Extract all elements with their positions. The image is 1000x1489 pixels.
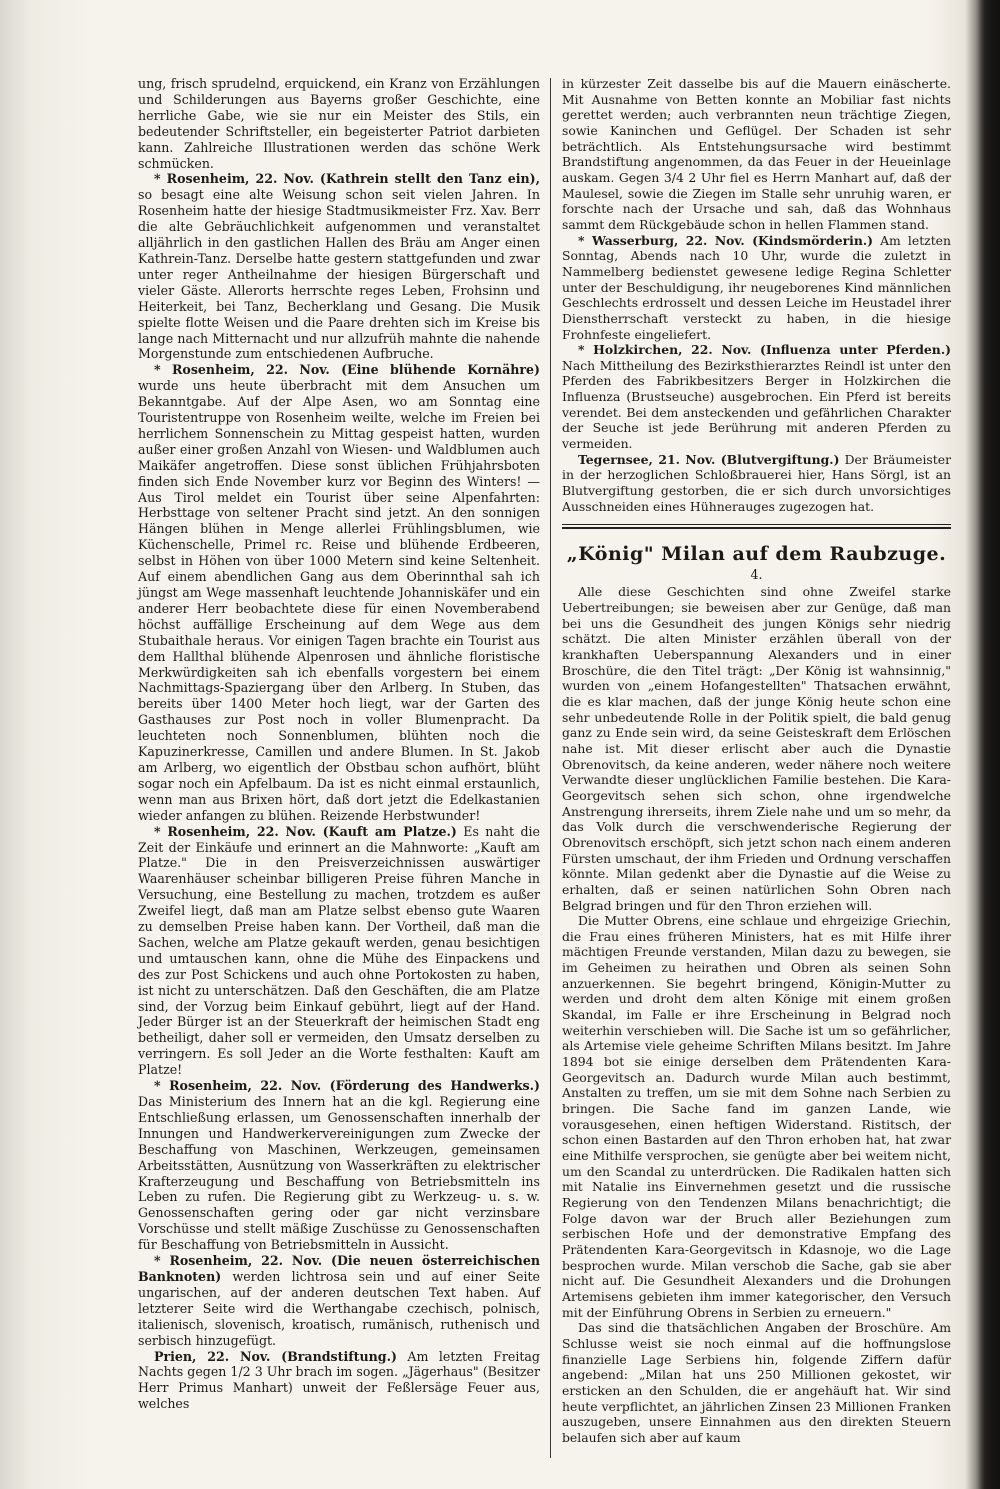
news-headline: * Holzkirchen, 22. Nov. (Influenza unter Pferden.) bbox=[578, 342, 951, 358]
news-text: Nach Mittheilung des Bezirksthierarztes Reindl ist unter den Pferden des Fabrikbesitzers Berger in Holzkirchen die Influenza (Brustseuche) ausgebrochen. Ein Pferd ist bereits verendet. Bei dem ansteckenden und gefährlichen Charakter der Seuche ist jede Berührung mit anderen Pferden zu vermeiden. bbox=[562, 357, 951, 452]
news-text: ung, frisch sprudelnd, erquickend, ein Kranz von Erzählungen und Schilderungen aus Bayerns großer Geschichte, eine herrliche Gabe, wie sie nur ein Meister des Stils, ein bedeutender Schriftsteller, ein begeisterter Patriot darbieten kann. Zahlreiche Illustrationen werden das schöne Werk schmücken. bbox=[138, 76, 540, 171]
news-headline: Prien, 22. Nov. (Brandstiftung.) bbox=[154, 1348, 397, 1364]
news-item-r0 bbox=[562, 76, 951, 233]
news-text: wurde uns heute überbracht mit dem Ansuchen um Bekanntgabe. Auf der Alpe Asen, wo am Sonntag eine Touristentruppe von Rosenheim weilte, welche im Freien bei herrlichem Sonnenschein zu Mittag gespeist hatten, wurden außer einer großen Anzahl von Wiesen- und Waldblumen auch Maikäfer angetroffen. Diese sonst üblichen Frühjahrsboten finden sich Ende November kurz vor Beginn des Winters! — Aus Tirol meldet ein Tourist über seine Alpenfahrten: Herbsttage von seltener Pracht sind jetzt. An den sonnigen Hängen blühen in Menge allerlei Frühlingsblumen, wie Küchenschelle, Primel rc. Reise und blühende Erdbeeren, selbst in Höhen von über 1000 Metern sind keine Seltenheit. Auf einem abendlichen Gang aus dem Oberinnthal sah ich jüngst am Wege massenhaft leuchtende Johanniskäfer und ein anderer Herr beobachtete diese für einen Novemberabend höchst auffällige Erscheinung auf dem Wege aus dem Stubaithale heraus. Vor einigen Tagen brachte ein Tourist aus dem Hallthal blühende Alpenrosen und ähnliche floristische Merkwürdigkeiten sah ich ebenfalls vorgestern bei einem Nachmittags-Spaziergang über den Arlberg. In Stuben, das bereits über 1400 Meter hoch liegt, war der Garten des Gasthauses zur Post noch in voller Blumenpracht. Da leuchteten noch Sonnenblumen, blühten noch die Kapuzinerkresse, Camillen und andere Blumen. In St. Jakob am Arlberg, wo eigentlich der Obstbau schon aufhört, blüht sogar noch ein Apfelbaum. Da ist es nicht einmal erstaunlich, wenn man aus Brixen hört, daß dort jetzt die Edelkastanien wieder anfangen zu blühen. Reizende Herbstwunder! bbox=[138, 378, 540, 823]
news-item-2 bbox=[138, 362, 540, 823]
right-column bbox=[562, 76, 951, 1445]
news-item-5 bbox=[138, 1253, 540, 1348]
news-headline: * Wasserburg, 22. Nov. (Kindsmörderin.) bbox=[578, 232, 874, 248]
news-item-r1 bbox=[562, 233, 951, 343]
news-text: Am letzten Sonntag, Abends nach 10 Uhr, wurde die zuletzt in Nammelberg bedienstet gewesene ledige Regina Schletter unter der Beschuldigung, ihr neugeborenes Kind männlichen Geschlechts erdrosselt und dessen Leiche im Heustadel ihrer Dienstherrschaft versteckt zu haben, in die hiesige Frohnfeste eingeliefert. bbox=[562, 232, 951, 342]
article-paragraph: Das sind die thatsächlichen Angaben der Broschüre. Am Schlusse weist sie noch einmal auf die hoffnungslose finanzielle Lage Serbiens hin, folgende Ziffern dafür angebend: „Milan hat uns 250 Millionen gekostet, wir ersticken an den Schulden, die er angehäuft hat. Wir sind heute verpflichtet, an jährlichen Zinsen 23 Millionen Franken auszugeben, unsere Einnahmen aus den direkten Steuern belaufen sich aber auf kaum bbox=[562, 1320, 951, 1445]
section-divider bbox=[562, 524, 951, 529]
news-item-r2 bbox=[562, 342, 951, 452]
scan-edge-shadow bbox=[978, 0, 1000, 1489]
news-text: so besagt eine alte Weisung schon seit vielen Jahren. In Rosenheim hatte der hiesige Stadtmusikmeister Frz. Xav. Berr die alte Gebräuchlichkeit aufgenommen und veranstaltet alljährlich in den gastlichen Hallen des Bräu am Anger einen Kathrein-Tanz. Derselbe hatte gestern stattgefunden und zwar unter reger Antheilnahme der hiesigen Bürgerschaft und vieler Gäste. Allerorts herrschte reges Leben, Frohsinn und Heiterkeit, bei Tanz, Becherklang und Gesang. Die Musik spielte flotte Weisen und die Paare drehten sich im Kreise bis lange nach Mitternacht und nur allzufrüh mahnte die nahende Morgenstunde zum entschiedenen Aufbruche. bbox=[138, 187, 540, 362]
news-headline: Tegernsee, 21. Nov. (Blutvergiftung.) bbox=[578, 451, 840, 467]
column-divider bbox=[550, 78, 551, 1458]
news-item-6 bbox=[138, 1349, 540, 1413]
news-item-3 bbox=[138, 824, 540, 1079]
news-headline: * Rosenheim, 22. Nov. (Die neuen österreichischen Banknoten) bbox=[138, 1253, 540, 1284]
news-text: in kürzester Zeit dasselbe bis auf die Mauern einäscherte. Mit Ausnahme von Betten konnte an Mobiliar fast nichts gerettet werden; auch verbrannten neun trächtige Ziegen, sowie Kaninchen und Geflügel. Der Schaden ist sehr beträchtlich. Als Entstehungsursache wird bestimmt Brandstiftung angenommen, da das Feuer in der Heueinlage auskam. Gegen 3/4 2 Uhr fiel es Herrn Manhart auf, daß der Maulesel, sowie die Ziegen im Stalle sehr unruhig waren, er forschte nach der Ursache und sah, daß das Wohnhaus sammt dem Rückgebäude schon in hellen Flammen stand. bbox=[562, 76, 951, 232]
article-paragraph: Alle diese Geschichten sind ohne Zweifel starke Uebertreibungen; sie beweisen aber zur Genüge, daß man bei uns die Gesundheit des jungen Königs sehr niedrig schätzt. Die alten Minister erzählen überall von der krankhaften Ueberspannung Alexanders und in einer Broschüre, die den Titel trägt: „Der König ist wahnsinnig," wurden von „einem Hofangestellten" Thatsachen erwähnt, die es klar machen, daß der junge König heute schon eine sehr unbedeutende Rolle in der Politik spielt, die bald genug ganz zu Ende sein wird, da seine Geisteskraft dem Erlöschen nahe ist. Mit dieser erlischt aber auch die Dynastie Obrenovitsch, da keine anderen, weder nähere noch weitere Verwandte dieser unglücklichen Familie bestehen. Die Kara-Georgevitsch sehen sich schon, ohne irgendwelche Anstrengung ihrerseits, ihrem Ziele nahe und um so mehr, da das Volk durch die verschwenderische Regierung der Obrenovitsch erschöpft, sich jetzt schon nach einem anderen Fürsten umschaut, der ihm Frieden und Ordnung verschaffen könnte. Milan gedenkt aber die Dynastie auf die Weise zu erhalten, daß er seinen natürlichen Sohn Obren nach Belgrad bringen und für den Thron erziehen will. bbox=[562, 584, 951, 913]
news-headline: * Rosenheim, 22. Nov. (Förderung des Handwerks.) bbox=[154, 1078, 540, 1094]
news-text: Das Ministerium des Innern hat an die kgl. Regierung eine Entschließung erlassen, um Genossenschaften innerhalb der Innungen und Handwerkervereinigungen zum Zwecke der Beschaffung von Maschinen, Werkzeugen, gemeinsamen Arbeitsstätten, Ausnützung von Wasserkräften zu elektrischer Krafterzeugung und Beschaffung von Betriebsmitteln ins Leben zu rufen. Die Regierung gibt zu Werkzeug- u. s. w. Genossenschaften gering oder gar nicht verzinsbare Vorschüsse und stellt mäßige Zuschüsse zu Genossenschaften für Beschaffung von Betriebsmitteln in Aussicht. bbox=[138, 1094, 540, 1253]
news-item-1 bbox=[138, 171, 540, 362]
news-headline: * Rosenheim, 22. Nov. (Kathrein stellt den Tanz ein), bbox=[154, 171, 540, 187]
news-headline: * Rosenheim, 22. Nov. (Eine blühende Kornähre) bbox=[154, 362, 540, 378]
news-headline: * Rosenheim, 22. Nov. (Kauft am Platze.) bbox=[154, 823, 457, 839]
news-item-0 bbox=[138, 76, 540, 171]
news-item-4 bbox=[138, 1078, 540, 1253]
news-item-r3 bbox=[562, 452, 951, 515]
news-text: werden lichtrosa sein und auf einer Seite ungarischen, auf der anderen deutschen Text haben. Auf letzterer Seite wird die Werthangabe czechisch, polnisch, italienisch, slovenisch, kroatisch, rumänisch, ruthenisch und serbisch hinzugefügt. bbox=[138, 1268, 540, 1348]
news-text: Am letzten Freitag Nachts gegen 1/2 3 Uhr brach im sogen. „Jägerhaus" (Besitzer Herr Primus Manhart) unweit der Feßlersäge Feuer aus, welches bbox=[138, 1348, 540, 1412]
article-title: „König" Milan auf dem Raubzuge. bbox=[566, 543, 947, 566]
article-paragraph: Die Mutter Obrens, eine schlaue und ehrgeizige Griechin, die Frau eines früheren Ministers, hat es mit Hilfe ihrer mächtigen Freunde verstanden, Milan dazu zu bewegen, sie im Geheimen zu heirathen und Obren als seinen Sohn anzuerkennen. Sie begehrt bringend, Königin-Mutter zu werden und droht dem alten Könige mit einem großen Skandal, im Falle er ihre Erscheinung in Belgrad noch weiterhin verschieben will. Die Sache ist um so gefährlicher, als Artemise viele geheime Schriften Milans besitzt. Im Jahre 1894 bot sie einige derselben dem Prätendenten Kara-Georgevitsch an. Dadurch wurde Milan auch bestimmt, Anstalten zu treffen, um sie mit dem Sohne nach Serbien zu bringen. Die Sache fand im ganzen Lande, wie vorausgesehen, einen heftigen Widerstand. Ristitsch, der schon einen Bastarden auf den Thron erhoben hat, hat zwar eine Mithilfe versprochen, sie genügte aber bei weitem nicht, um den Scandal zu unterdrücken. Die Radikalen hatten sich mit Natalie ins Einvernehmen gesetzt und die russische Regierung von den Tendenzen Milans benachrichtigt; die Folge davon war der Bruch aller Beziehungen zum serbischen Hofe und der demonstrative Empfang des Prätendenten Kara-Georgevitsch in Kdasnoje, wo die Lage besprochen wurde. Milan verschob die Sache, gab sie aber nicht auf. Die Gesundheit Alexanders und die Drohungen Artemisens gebieten ihm immer kategorischer, den Versuch mit der Einführung Obrens in Serbien zu erneuern." bbox=[562, 913, 951, 1320]
left-column bbox=[138, 76, 540, 1412]
news-text: Der Bräumeister in der herzoglichen Schloßbrauerei hier, Hans Sörgl, ist an Blutvergiftung gestorben, die er sich durch unvorsichtiges Ausschneiden eines Hühnerauges zugezogen hat. bbox=[562, 451, 951, 514]
news-text: Es naht die Zeit der Einkäufe und erinnert an die Mahnworte: „Kauft am Platze." Die in den Preisverzeichnissen auswärtiger Waarenhäuser scheinbar billigeren Preise führen Manche in Versuchung, eine Bestellung zu machen, trotzdem es außer Zweifel liegt, daß man am Platze selbst ebenso gute Waaren zu demselben Preise haben kann. Der Vortheil, daß man die Sachen, welche am Platze gekauft werden, genau besichtigen und umtauschen kann, ohne die Mühe des Einpackens und des zur Post Schickens und auch ohne Portokosten zu haben, ist nicht zu unterschätzen. Daß den Geschäften, die am Platze sind, der Vorzug beim Einkauf gebührt, liegt auf der Hand. Jeder Bürger ist an der Steuerkraft der heimischen Stadt eng betheiligt, daher soll er vermeiden, den Umsatz derselben zu verringern. Es soll Jeder an die Worte festhalten: Kauft am Platze! bbox=[138, 823, 540, 1078]
article-number: 4. bbox=[750, 567, 763, 583]
